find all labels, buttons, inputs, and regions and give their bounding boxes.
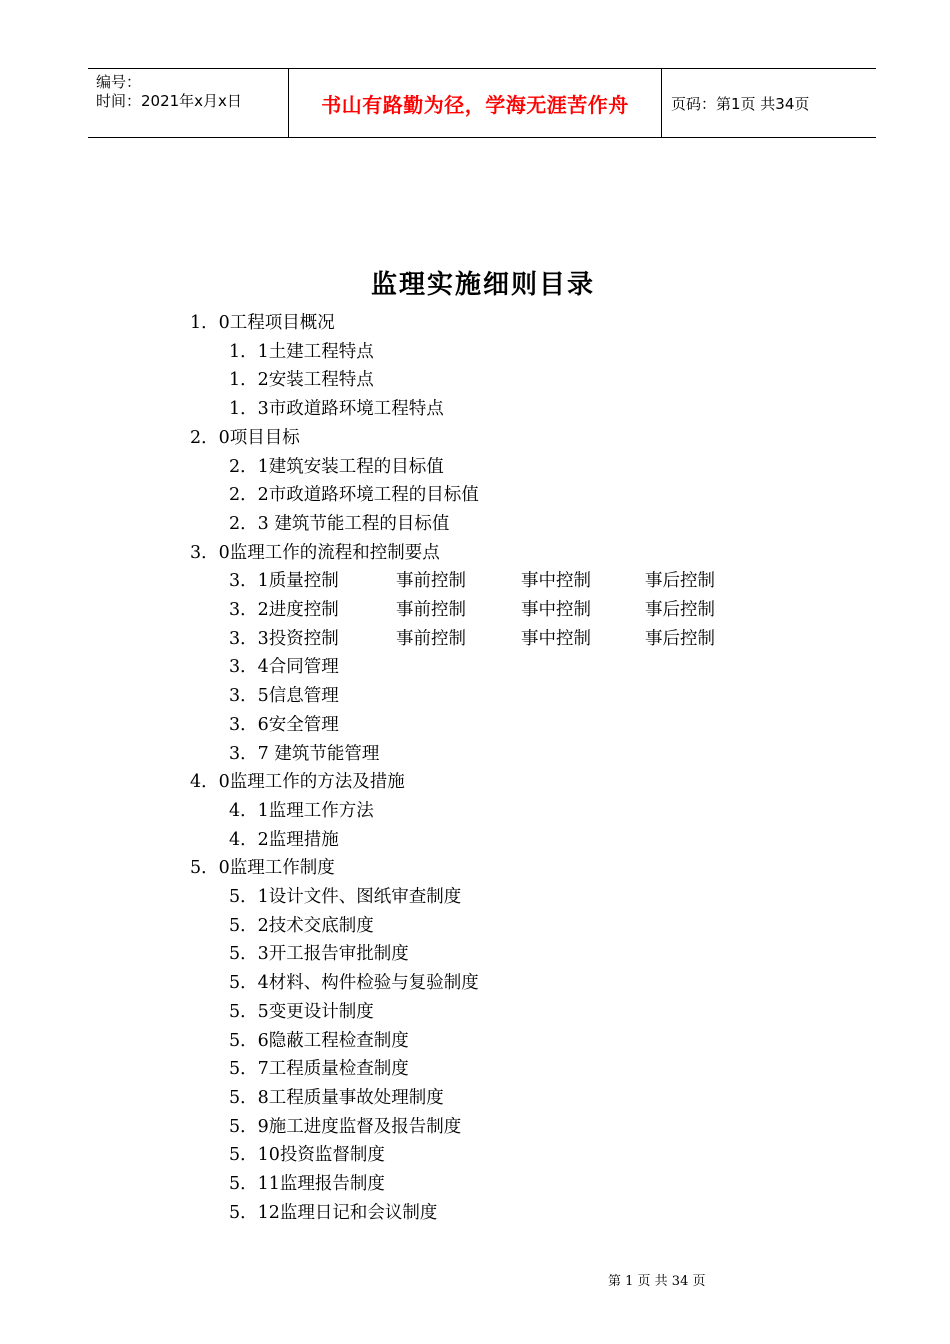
toc-item-text: 3．4合同管理 xyxy=(229,657,339,678)
toc-item-subcolumn: 事后控制 xyxy=(645,628,715,649)
toc-item-text: 1．1土建工程特点 xyxy=(229,341,374,362)
toc-item xyxy=(229,912,374,940)
toc-item-text: 5．1设计文件、图纸审查制度 xyxy=(229,887,462,907)
toc-item-text: 5．7工程质量检查制度 xyxy=(229,1059,409,1080)
toc-item xyxy=(190,424,300,452)
toc-item-subcolumn: 事中控制 xyxy=(521,571,591,592)
document-title: 监理实施细则目录 xyxy=(370,270,595,300)
toc-item xyxy=(229,653,339,681)
toc-item-text: 4．0监理工作的方法及措施 xyxy=(190,772,405,793)
toc-item xyxy=(229,797,374,825)
page-label: 页码：第1页 共34页 xyxy=(671,94,810,113)
page-footer: 第 1 页 共 34 页 xyxy=(608,1274,706,1289)
toc-item-text: 5．9施工进度监督及报告制度 xyxy=(229,1116,462,1137)
toc-item xyxy=(229,1055,409,1083)
toc-item-text: 4．2监理措施 xyxy=(229,829,339,850)
toc-item-text: 1．3市政道路环境工程特点 xyxy=(229,399,444,420)
toc-item xyxy=(229,1113,461,1141)
toc-item xyxy=(190,539,440,567)
toc-item xyxy=(229,567,715,595)
toc-item-text: 2．1建筑安装工程的目标值 xyxy=(229,456,444,477)
toc-item-text: 3．7 建筑节能管理 xyxy=(229,743,380,764)
toc-item-subcolumn: 事中控制 xyxy=(521,628,591,649)
toc-item-text: 3．6安全管理 xyxy=(229,714,339,735)
toc-item xyxy=(229,826,339,854)
toc-item xyxy=(229,1141,385,1169)
header-motto-cell xyxy=(288,69,662,137)
time-label: 时间：2021年x月x日 xyxy=(96,92,242,110)
toc-item-subcolumn: 事前控制 xyxy=(396,628,466,649)
toc-item-text: 5．8工程质量事故处理制度 xyxy=(229,1087,444,1108)
toc-item xyxy=(229,481,479,509)
toc-item-text: 3．5信息管理 xyxy=(229,686,339,707)
toc-item xyxy=(229,338,374,366)
toc-item-text: 3．3投资控制 xyxy=(229,628,339,649)
toc-item xyxy=(229,366,374,394)
toc-item-subcolumn: 事前控制 xyxy=(396,600,466,620)
toc-item xyxy=(229,740,379,768)
toc-item xyxy=(229,1027,409,1055)
motto-text: 书山有路勤为径，学海无涯苦作舟 xyxy=(321,92,629,117)
toc-item-text: 4．1监理工作方法 xyxy=(229,800,374,821)
toc-item-subcolumn: 事中控制 xyxy=(521,600,591,620)
toc-item-text: 2．3 建筑节能工程的目标值 xyxy=(229,513,450,534)
toc-item xyxy=(229,969,479,997)
document-header xyxy=(88,68,876,138)
toc-item-text: 2．0项目目标 xyxy=(190,427,300,448)
toc-item-text: 5．6隐蔽工程检查制度 xyxy=(229,1030,409,1051)
toc-item-text: 3．0监理工作的流程和控制要点 xyxy=(190,542,440,563)
toc-item-text: 5．10投资监督制度 xyxy=(229,1145,385,1166)
toc-item xyxy=(229,395,444,423)
toc-item xyxy=(229,883,461,911)
toc-item xyxy=(229,510,449,538)
toc-item xyxy=(190,309,335,337)
toc-item xyxy=(229,596,715,624)
toc-item-text: 5．3开工报告审批制度 xyxy=(229,944,409,965)
toc-item xyxy=(229,1199,437,1227)
toc-item-text: 1．0工程项目概况 xyxy=(190,313,335,333)
toc-item xyxy=(229,682,339,710)
toc-item-text: 1．2安装工程特点 xyxy=(229,370,374,391)
toc-item xyxy=(229,940,409,968)
toc-item-text: 5．5变更设计制度 xyxy=(229,1001,374,1022)
toc-item-text: 5．4材料、构件检验与复验制度 xyxy=(229,973,479,994)
toc-item xyxy=(229,711,339,739)
toc-item-subcolumn: 事前控制 xyxy=(396,571,466,592)
toc-item-text: 5．0监理工作制度 xyxy=(190,858,335,879)
toc-item-text: 5．11监理报告制度 xyxy=(229,1174,385,1194)
toc-item-subcolumn: 事后控制 xyxy=(645,600,715,620)
toc-item xyxy=(229,1170,385,1198)
toc-item xyxy=(229,998,374,1026)
number-label: 编号： xyxy=(96,73,142,91)
toc-item-text: 3．2进度控制 xyxy=(229,600,339,620)
toc-item xyxy=(190,768,405,796)
toc-item xyxy=(190,854,335,882)
toc-item-text: 3．1质量控制 xyxy=(229,571,339,592)
toc-item xyxy=(229,453,444,481)
toc-item xyxy=(229,1084,444,1112)
header-info-cell xyxy=(88,69,288,137)
header-page-cell xyxy=(662,69,876,137)
toc-item-subcolumn: 事后控制 xyxy=(645,571,715,592)
toc-item-text: 2．2市政道路环境工程的目标值 xyxy=(229,485,479,506)
toc-item-text: 5．12监理日记和会议制度 xyxy=(229,1202,438,1223)
toc-item-text: 5．2技术交底制度 xyxy=(229,915,374,936)
toc-item xyxy=(229,625,715,653)
